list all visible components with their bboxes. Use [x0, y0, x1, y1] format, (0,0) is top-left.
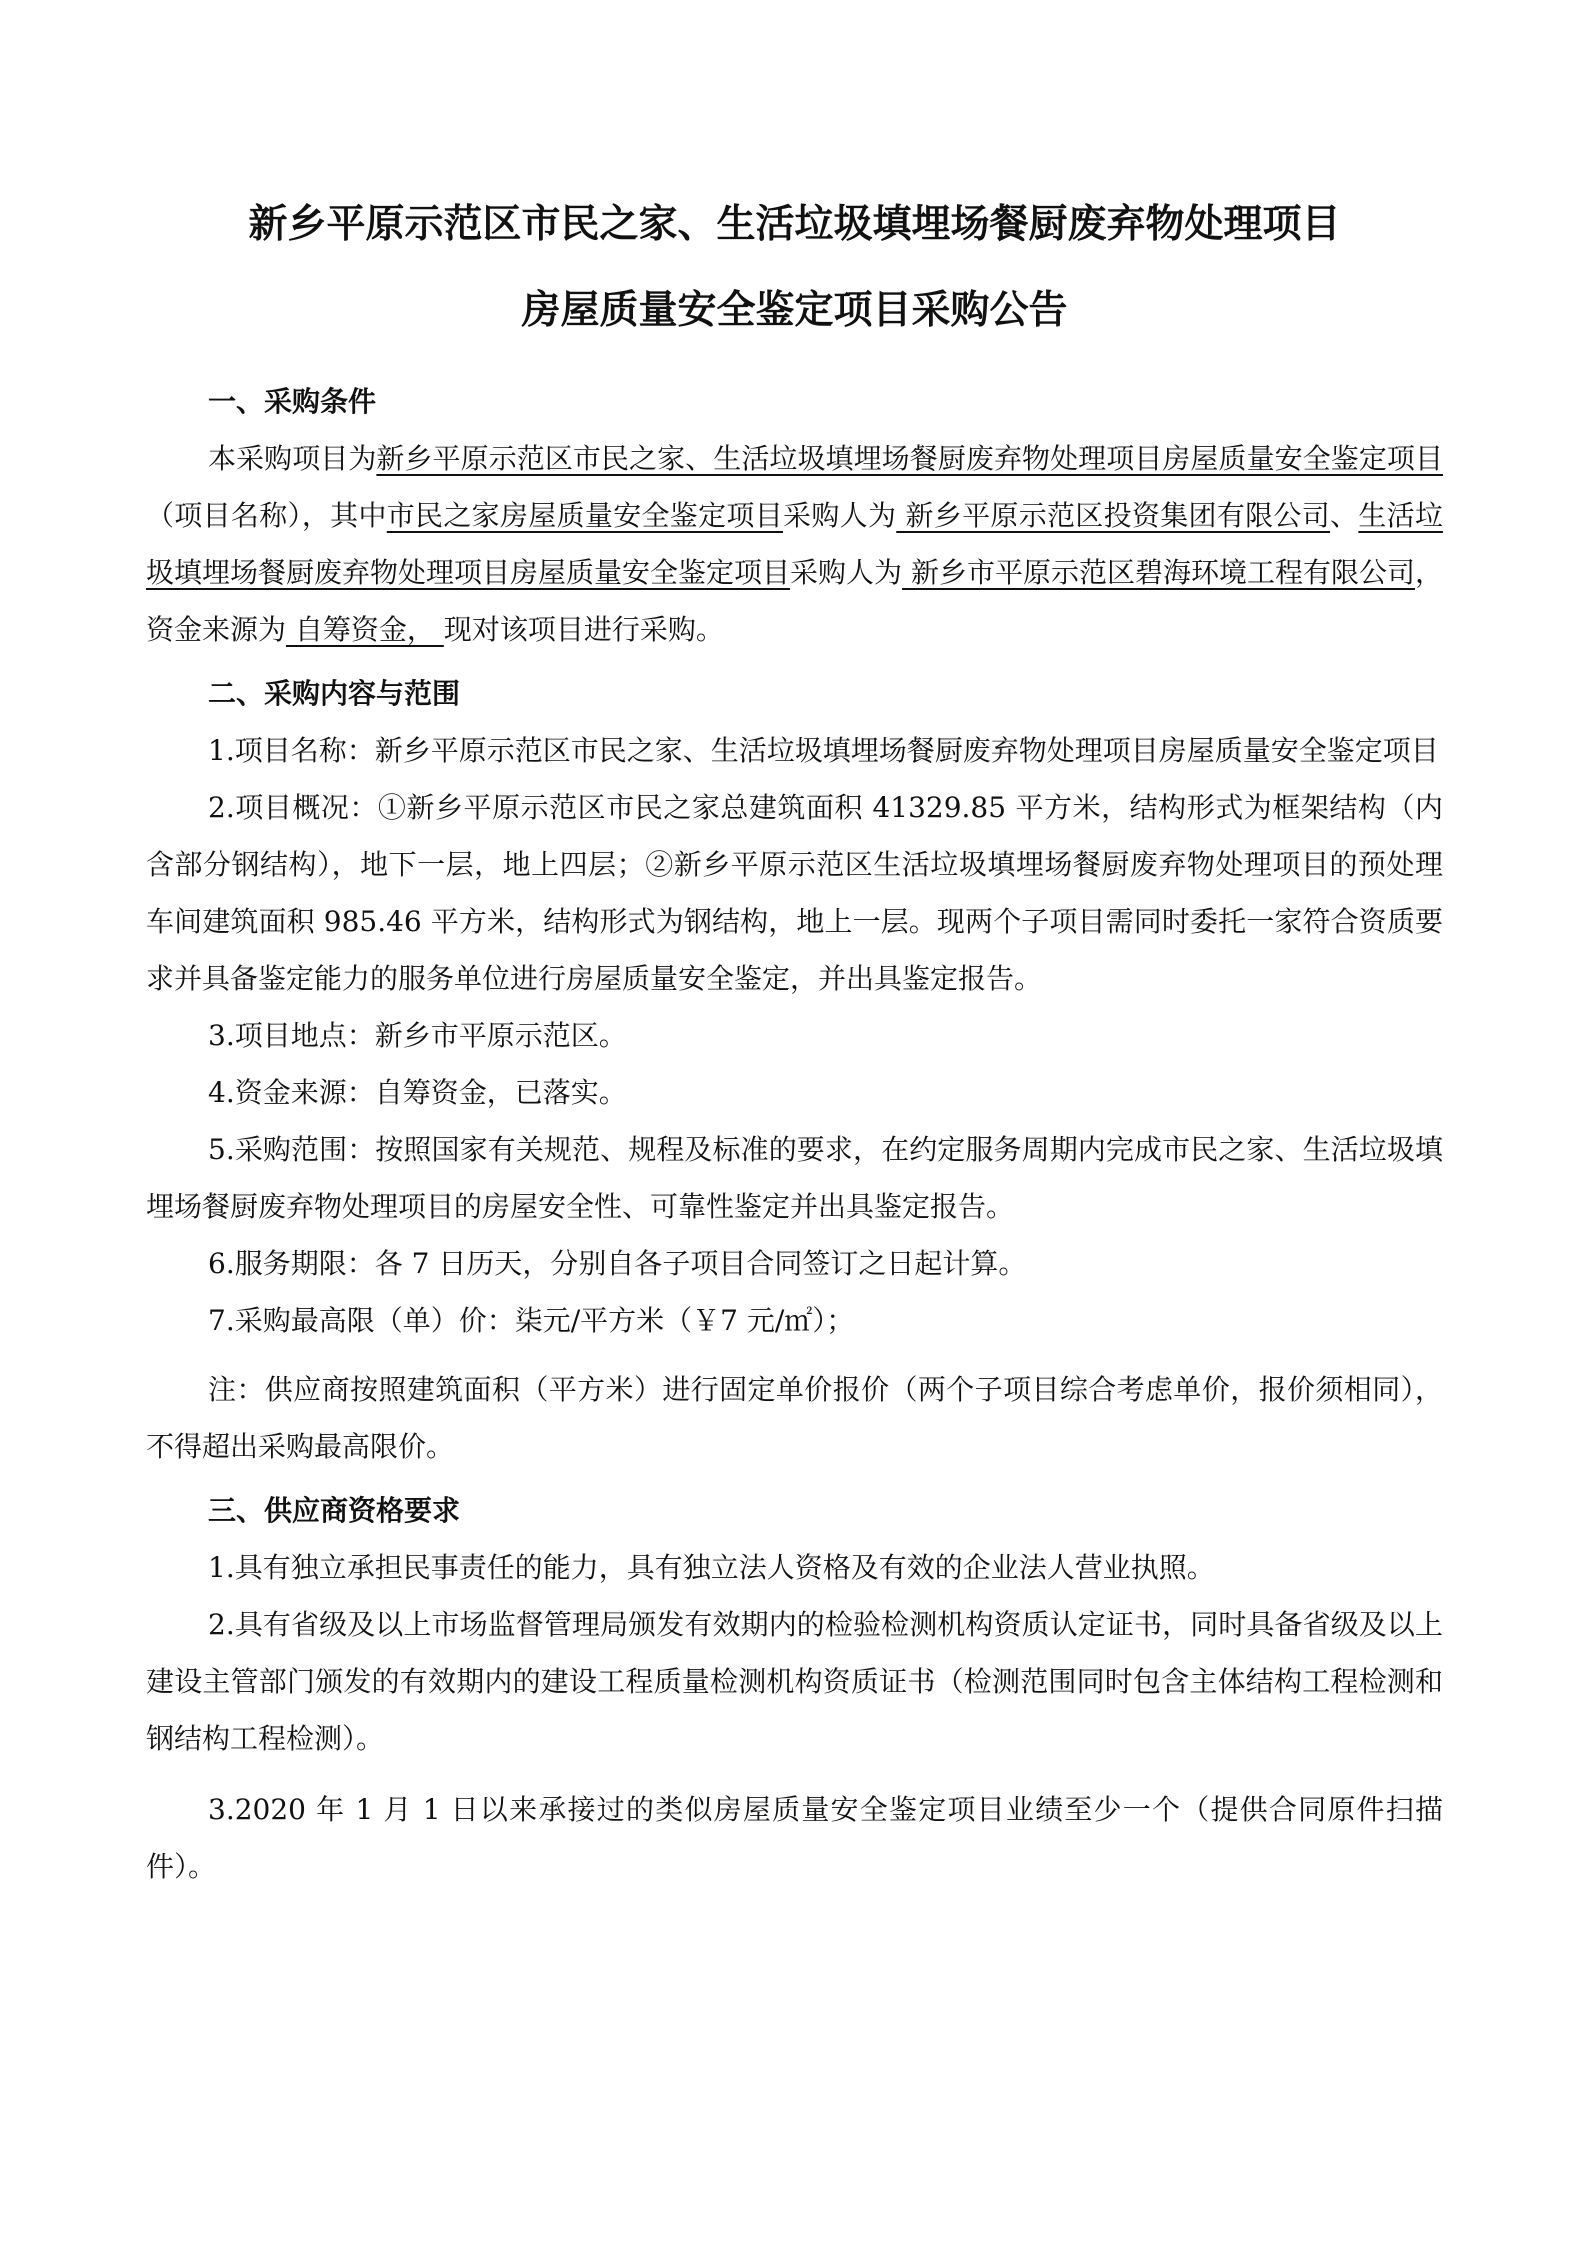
purchaser-1-underlined: 新乡平原示范区投资集团有限公司: [896, 499, 1331, 532]
text-run: 采购人为: [790, 556, 903, 589]
text-run: 本采购项目为: [208, 442, 377, 475]
list-item: 2.具有省级及以上市场监督管理局颁发有效期内的检验检测机构资质认定证书，同时具备省级及以上建设主管部门颁发的有效期内的建设工程质量检测机构资质证书（检测范围同时包含主体结构工程检测和钢结构工程检测）。: [146, 1608, 1443, 1755]
price-note: 注：供应商按照建筑面积（平方米）进行固定单价报价（两个子项目综合考虑单价，报价须相同），不得超出采购最高限价。: [146, 1373, 1443, 1463]
section-content-scope: [146, 666, 1443, 1475]
text-run: ，资金来源为: [146, 556, 1443, 646]
list-item: 3.项目地点：新乡市平原示范区。: [208, 1019, 627, 1052]
text-run: （项目名称），其中: [146, 499, 387, 532]
text-run: 、: [1330, 499, 1359, 532]
subproject-1-underlined: 市民之家房屋质量安全鉴定项目: [386, 499, 784, 532]
list-item: 7.采购最高限（单）价：柒元/平方米（￥7 元/㎡）；: [208, 1304, 855, 1337]
list-item: 1.项目名称：新乡平原示范区市民之家、生活垃圾填埋场餐厨废弃物处理项目房屋质量安全鉴定项目: [208, 734, 1439, 767]
section-supplier-qualifications: [146, 1483, 1443, 1895]
section-heading: 二、采购内容与范围: [208, 677, 461, 710]
section-heading: 一、采购条件: [208, 385, 377, 418]
list-item: 3.2020 年 1 月 1 日以来承接过的类似房屋质量安全鉴定项目业绩至少一个（提供合同原件扫描件）。: [146, 1793, 1443, 1883]
list-item: 5.采购范围：按照国家有关规范、规程及标准的要求，在约定服务周期内完成市民之家、生活垃圾填埋场餐厨废弃物处理项目的房屋安全性、可靠性鉴定并出具鉴定报告。: [146, 1133, 1443, 1223]
list-item: 2.项目概况：①新乡平原示范区市民之家总建筑面积 41329.85 平方米，结构形式为框架结构（内含部分钢结构），地下一层，地上四层；②新乡平原示范区生活垃圾填埋场餐厨废弃物处理项目的预处理车间建筑面积 985.46 平方米，结构形式为钢结构，地上一层。现两个子项目需同时委托一家符合资质要求并具备鉴定能力的服务单位进行房屋质量安全鉴定，并出具鉴定报告。: [146, 791, 1443, 995]
text-run: 采购人为: [783, 499, 897, 532]
list-item: 6.服务期限：各 7 日历天，分别自各子项目合同签订之日起计算。: [208, 1247, 1027, 1280]
project-name-underlined: 新乡平原示范区市民之家、生活垃圾填埋场餐厨废弃物处理项目房屋质量安全鉴定项目: [376, 442, 1443, 475]
text-run: 现对该项目进行采购。: [443, 613, 724, 646]
title-line-2: 房屋质量安全鉴定项目采购公告: [521, 288, 1068, 333]
fund-source-underlined: 自筹资金，: [286, 613, 444, 646]
list-item: 1.具有独立承担民事责任的能力，具有独立法人资格及有效的企业法人营业执照。: [208, 1551, 1215, 1584]
procurement-conditions-paragraph: [146, 430, 1443, 658]
subproject-2-underlined: 生活垃圾填埋场餐厨废弃物处理项目房屋质量安全鉴定项目: [146, 499, 1443, 589]
purchaser-2-underlined: 新乡市平原示范区碧海环境工程有限公司: [902, 556, 1415, 589]
section-procurement-conditions: [146, 374, 1443, 658]
document-title: [146, 182, 1443, 354]
title-line-1: 新乡平原示范区市民之家、生活垃圾填埋场餐厨废弃物处理项目: [248, 202, 1341, 247]
section-heading: 三、供应商资格要求: [208, 1494, 461, 1527]
list-item: 4.资金来源：自筹资金，已落实。: [208, 1076, 627, 1109]
